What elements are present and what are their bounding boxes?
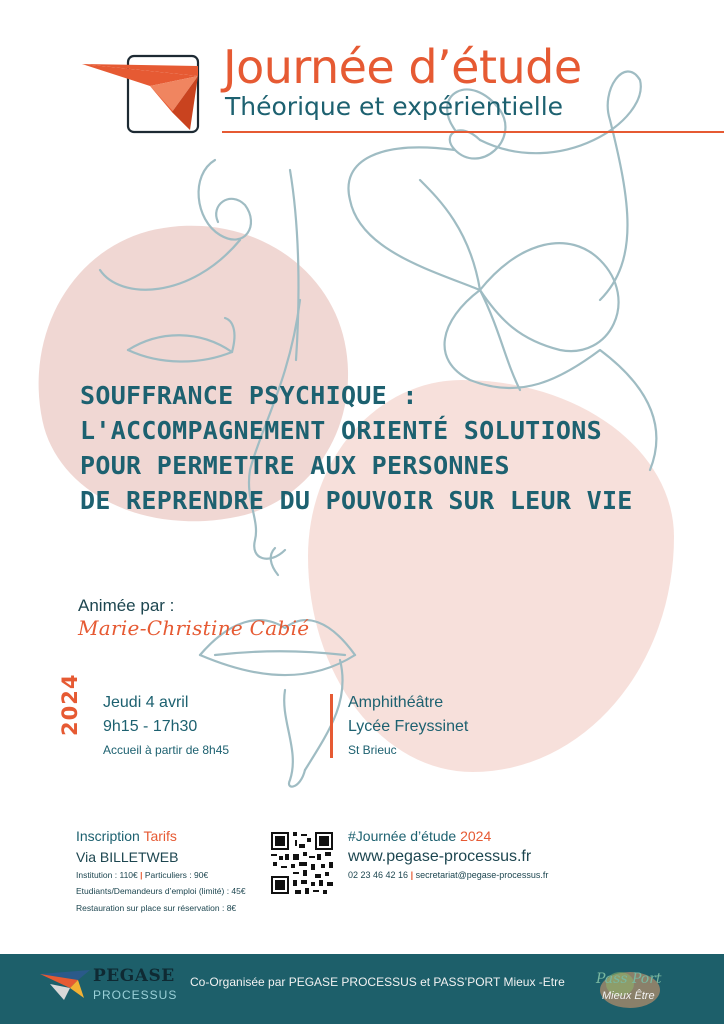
hashtag-year: 2024: [460, 828, 492, 844]
qr-code-icon[interactable]: [269, 830, 335, 896]
event-hours: 9h15 - 17h30: [103, 718, 198, 735]
price-row-1: [76, 870, 208, 880]
passport-logo-line1: Pass Port: [596, 971, 662, 987]
passport-logo-line2: Mieux Être: [602, 990, 655, 1002]
headline-line-2: L'ACCOMPAGNEMENT ORIENTÉ SOLUTIONS: [80, 416, 602, 445]
pegase-logo-sub: PROCESSUS: [93, 988, 178, 1002]
footer-text: Co-Organisée par PEGASE PROCESSUS et PASS’PORT Mieux -Etre: [190, 975, 565, 989]
event-welcome: Accueil à partir de 8h45: [103, 743, 230, 757]
contact-separator: |: [410, 870, 414, 880]
paper-plane-logo: [80, 52, 204, 136]
pegase-plane-icon: [40, 968, 92, 1004]
email-link[interactable]: secretariat@pegase-processus.fr: [415, 870, 549, 880]
registration-label: Inscription: [76, 828, 140, 844]
facilitator-label: Animée par :: [78, 596, 175, 615]
location-city: St Brieuc: [348, 743, 397, 757]
page-subtitle: Théorique et expérientielle: [225, 92, 564, 121]
registration-heading: [76, 828, 177, 844]
headline: [80, 378, 700, 518]
headline-line-4: DE REPRENDRE DU POUVOIR SUR LEUR VIE: [80, 486, 633, 515]
page-title: Journée d’étude: [223, 40, 582, 94]
event-year: 2024: [58, 673, 82, 736]
headline-line-3: POUR PERMETTRE AUX PERSONNES: [80, 451, 510, 480]
location-venue: Amphithéâtre: [348, 694, 444, 711]
hashtag-text: #Journée d’étude: [348, 828, 457, 844]
location-divider: [330, 694, 333, 758]
headline-line-1: SOUFFRANCE PSYCHIQUE :: [80, 381, 418, 410]
passport-logo-icon: [590, 962, 670, 1014]
price-catering: Restauration sur place sur réservation : 8€: [76, 903, 237, 913]
price-institution: Institution : 110€: [76, 870, 138, 880]
location-school: Lycée Freyssinet: [348, 718, 469, 735]
contact-line: [348, 870, 548, 880]
event-date: Jeudi 4 avril: [103, 694, 189, 711]
facilitator-name: Marie-Christine Cabié: [78, 616, 310, 640]
price-separator: |: [140, 870, 143, 880]
hashtag: [348, 828, 491, 844]
header-rule: [222, 131, 724, 133]
website-link[interactable]: www.pegase-processus.fr: [348, 848, 532, 865]
tarifs-label: Tarifs: [143, 828, 177, 844]
phone-number[interactable]: 02 23 46 42 16: [348, 870, 409, 880]
registration-via[interactable]: Via BILLETWEB: [76, 849, 179, 865]
pegase-logo-name: PEGASE: [93, 966, 175, 986]
price-students: Etudiants/Demandeurs d’emploi (limité) : 45€: [76, 886, 246, 896]
price-particuliers: Particuliers : 90€: [144, 870, 209, 880]
